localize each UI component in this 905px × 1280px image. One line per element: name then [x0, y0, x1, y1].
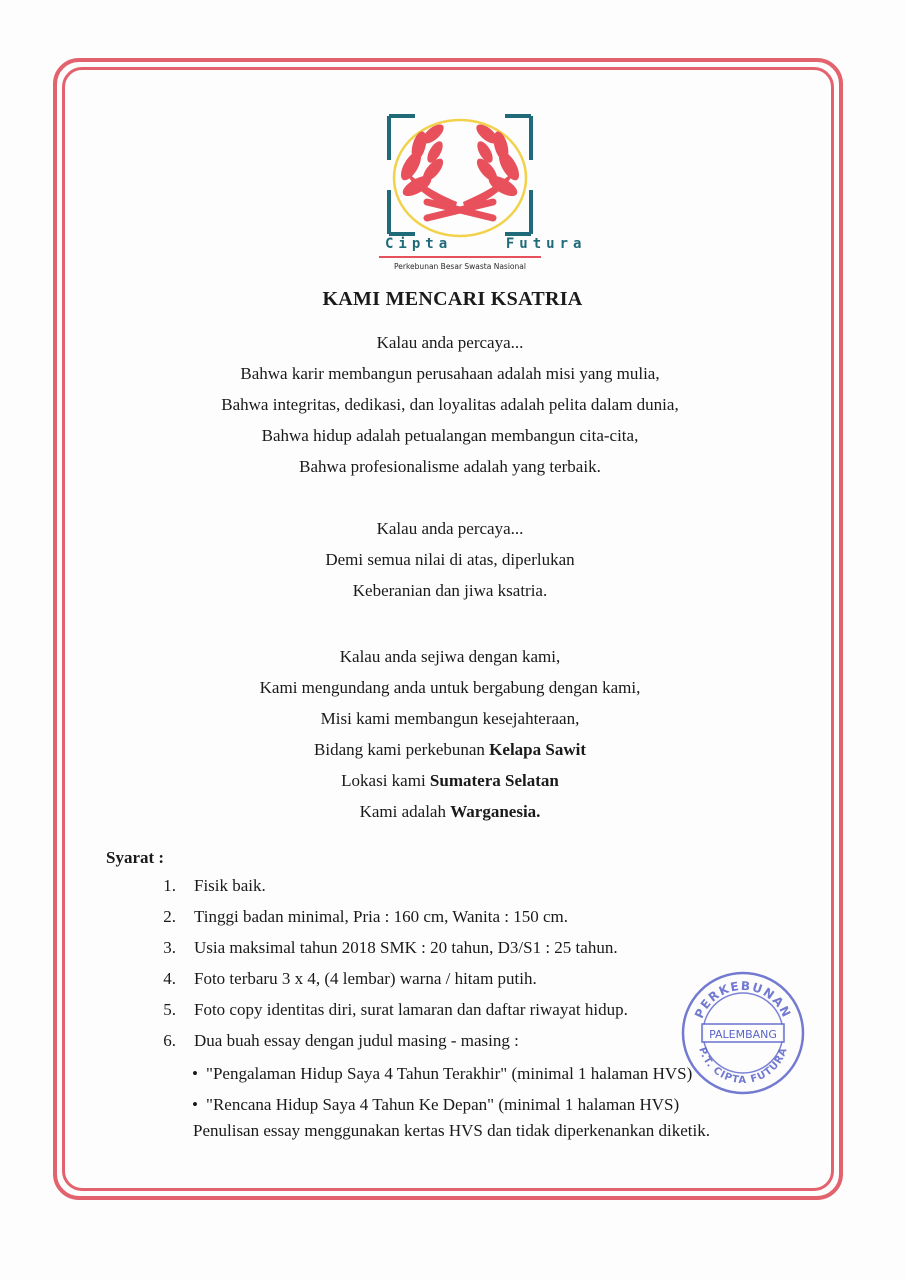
stanza-2	[90, 513, 810, 606]
stamp-bottom-text: P.T. CIPTA FUTURA	[696, 1045, 790, 1087]
stanza-line: Bahwa hidup adalah petualangan membangun cita-cita,	[261, 426, 639, 445]
list-item	[150, 901, 790, 932]
stanza-line: Bahwa profesionalisme adalah yang terbaik.	[299, 457, 601, 476]
stanza-line: Kalau anda percaya...	[376, 333, 524, 352]
item-text: Fisik baik.	[194, 876, 266, 895]
item-number: 1.	[163, 876, 176, 895]
item-number: 4.	[163, 969, 176, 988]
item-text: Usia maksimal tahun 2018 SMK : 20 tahun, D3/S1 : 25 tahun.	[194, 938, 618, 957]
item-number: 6.	[163, 1031, 176, 1050]
bullet-icon: •	[192, 1064, 198, 1083]
stanza-line: Keberanian dan jiwa ksatria.	[352, 581, 548, 600]
essay-list	[192, 1058, 692, 1120]
company-stamp	[678, 968, 808, 1098]
essay-title: "Rencana Hidup Saya 4 Tahun Ke Depan" (minimal 1 halaman HVS)	[206, 1095, 680, 1114]
stanza-line: Bahwa integritas, dedikasi, dan loyalitas adalah pelita dalam dunia,	[221, 395, 679, 414]
list-item	[150, 870, 790, 901]
line-prefix: Bidang kami perkebunan	[314, 740, 490, 759]
item-number: 3.	[163, 938, 176, 957]
stanza-line-field	[90, 734, 810, 765]
item-text: Tinggi badan minimal, Pria : 160 cm, Wanita : 150 cm.	[194, 907, 569, 926]
list-item	[150, 932, 790, 963]
essay-item	[192, 1089, 692, 1120]
stanza-line-identity	[90, 796, 810, 827]
logo-company-name: Cipta Futura	[385, 236, 587, 252]
stanza-line: Demi semua nilai di atas, diperlukan	[325, 550, 575, 569]
item-text: Foto copy identitas diri, surat lamaran dan daftar riwayat hidup.	[194, 1000, 628, 1019]
item-text: Foto terbaru 3 x 4, (4 lembar) warna / hitam putih.	[194, 969, 537, 988]
item-number: 5.	[163, 1000, 176, 1019]
requirements-heading: Syarat :	[106, 848, 165, 867]
location-value: Sumatera Selatan	[429, 771, 559, 790]
stanza-1	[90, 327, 810, 482]
stamp-seal-icon	[678, 968, 808, 1098]
stamp-top-text: PERKEBUNAN	[692, 978, 794, 1021]
bullet-icon: •	[192, 1095, 198, 1114]
stamp-center-text: PALEMBANG	[709, 1028, 777, 1041]
essay-title: "Pengalaman Hidup Saya 4 Tahun Terakhir" (minimal 1 halaman HVS)	[206, 1064, 693, 1083]
line-prefix: Kami adalah	[359, 802, 451, 821]
item-number: 2.	[163, 907, 176, 926]
field-value: Kelapa Sawit	[489, 740, 586, 759]
identity-value: Warganesia.	[450, 802, 541, 821]
stanza-line-location	[90, 765, 810, 796]
item-text: Dua buah essay dengan judul masing - masing :	[194, 1031, 519, 1050]
page-title: KAMI MENCARI KSATRIA	[322, 288, 583, 310]
stanza-line: Kalau anda percaya...	[376, 519, 524, 538]
svg-text:P.T. CIPTA FUTURA	[696, 1046, 790, 1086]
stanza-line: Misi kami membangun kesejahteraan,	[320, 709, 580, 728]
stanza-line: Kalau anda sejiwa dengan kami,	[339, 647, 561, 666]
stanza-line: Kami mengundang anda untuk bergabung dengan kami,	[259, 678, 641, 697]
essay-item	[192, 1058, 692, 1089]
stanza-3	[90, 641, 810, 827]
essay-note: Penulisan essay menggunakan kertas HVS dan tidak diperkenankan diketik.	[193, 1121, 710, 1140]
logo-tagline: Perkebunan Besar Swasta Nasional	[394, 262, 526, 271]
line-prefix: Lokasi kami	[341, 771, 430, 790]
stanza-line: Bahwa karir membangun perusahaan adalah misi yang mulia,	[240, 364, 660, 383]
